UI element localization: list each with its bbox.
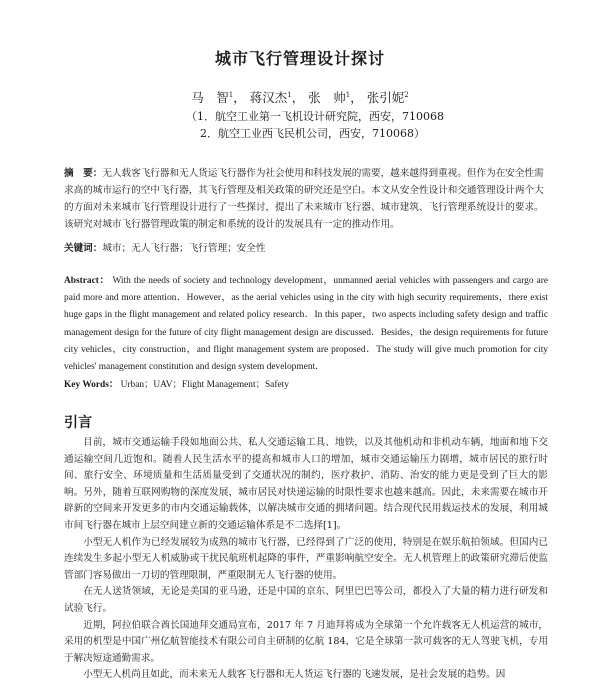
- affiliation-1: （1．航空工业第一飞机设计研究院，西安，710068: [186, 110, 444, 123]
- keywords-cn-label: 关键词：: [64, 243, 103, 254]
- paragraph: 小型无人机作为已经发展较为成熟的城市飞行器，已经得到了广泛的使用，特别是在娱乐航拍领域。但国内已连续发生多起小型无人机威胁或干扰民航班机起降的事件，严重影响航空安全。无人机管理上的政策研究滞后使监管部门容易做出一刀切的管理限制，严重限制无人飞行器的使用。: [64, 536, 548, 581]
- affiliation-2: 2．航空工业西飞民机公司，西安，710068）: [200, 127, 425, 140]
- author-name: 张引妮: [366, 90, 405, 105]
- author-separator: ，: [233, 90, 246, 105]
- keywords-cn-text: 城市；无人飞行器；飞行管理；安全性: [102, 243, 266, 254]
- keywords-en-label: Key Words：: [64, 380, 119, 390]
- abstract-en-label: Abstract：: [64, 276, 110, 286]
- abstract-en-text: With the needs of society and technology development，unmanned aerial vehicles with passengers and cargo are paid more and more attention．However，as the aerial vehicles using in the city with high security requirements，there exist huge gaps in the flight management and related policy research．In this paper，two aspects including safety design and traffic management design for the future of city flight management design are discussed．Besides，the design requirements for future city vehicles，city construction，and flight management system are proposed．The study will give much promotion for city vehicles' management constitution and design system development．: [64, 276, 548, 373]
- abstract-chinese: [64, 165, 548, 233]
- keywords-en-text: Urban；UAV；Flight Management；Safety: [120, 380, 289, 390]
- paragraph: 近期，阿拉伯联合酋长国迪拜交通局宣布，2017 年 7 月迪拜将成为全球第一个允许载客无人机运营的城市，采用的机型是中国广州亿航智能技术有限公司自主研制的亿航 184，它是全球第一款可载客的无人驾驶飞机，专用于解决短途通勤需求。: [64, 619, 548, 664]
- author-separator: ，: [291, 90, 305, 105]
- paragraph: 在无人送货领域，无论是美国的亚马逊，还是中国的京东、阿里巴巴等公司，都投入了大量的精力进行研发和试验飞行。: [64, 586, 548, 614]
- section-heading: 引言: [64, 415, 92, 431]
- abstract-cn-text: 无人载客飞行器和无人货运飞行器作为社会使用和科技发展的需要，越来越得到重视。但作为在安全性需求高的城市运行的空中飞行器，其飞行管理及相关政策的研究还是空白。本文从安全性设计和交通管理设计两个大的方面对未来城市飞行管理设计进行了一些探讨，提出了未来城市飞行器、城市建筑、飞行管理系统设计的要求。该研究对城市飞行器管理政策的制定和系统的设计的发展具有一定的推动作用。: [64, 168, 544, 230]
- author-affiliation-mark: 1: [345, 90, 351, 99]
- author-name: 张 帅: [308, 90, 346, 105]
- paragraph: 目前，城市交通运输手段如地面公共、私人交通运输工具、地铁，以及其他机动和非机动车辆，地面和地下交通运输空间几近饱和。随着人民生活水平的提高和城市人口的增加，城市交通运输压力剧增，城市居民的旅行时间、旅行安全、环境质量和生活质量受到了交通状况的制约，医疗救护、消防、治安的能力更是受到了巨大的影响。另外，随着互联网购物的深度发展，城市居民对快递运输的时限性要求也越来越高。因此，未来需要在城市开辟新的空间来开发更多的市内交通运输载体，以解决城市交通的拥堵问题。结合现代民用载运技术的发展，利用城市间飞行器在城市上层空间建立新的交通运输体系是不二选择[1]。: [64, 437, 548, 531]
- author-affiliation-mark: 2: [404, 90, 409, 99]
- author-name: 马 智: [191, 90, 229, 105]
- author-affiliation-mark: 1: [287, 90, 292, 99]
- author-affiliation-mark: 1: [228, 90, 234, 99]
- abstract-english: [64, 273, 548, 376]
- keywords-english: [64, 376, 548, 390]
- author-line: [0, 88, 600, 106]
- keywords-chinese: [64, 240, 548, 254]
- author-name: 蒋汉杰: [249, 90, 288, 105]
- body-text: [64, 435, 548, 684]
- author-separator: ，: [350, 90, 363, 105]
- paper-title: 城市飞行管理设计探讨: [214, 49, 385, 68]
- abstract-cn-label: 摘 要：: [64, 168, 103, 179]
- paragraph: 小型无人机尚且如此，而未来无人载客飞行器和无人货运飞行器的飞速发展，是社会发展的趋势。因: [83, 669, 506, 681]
